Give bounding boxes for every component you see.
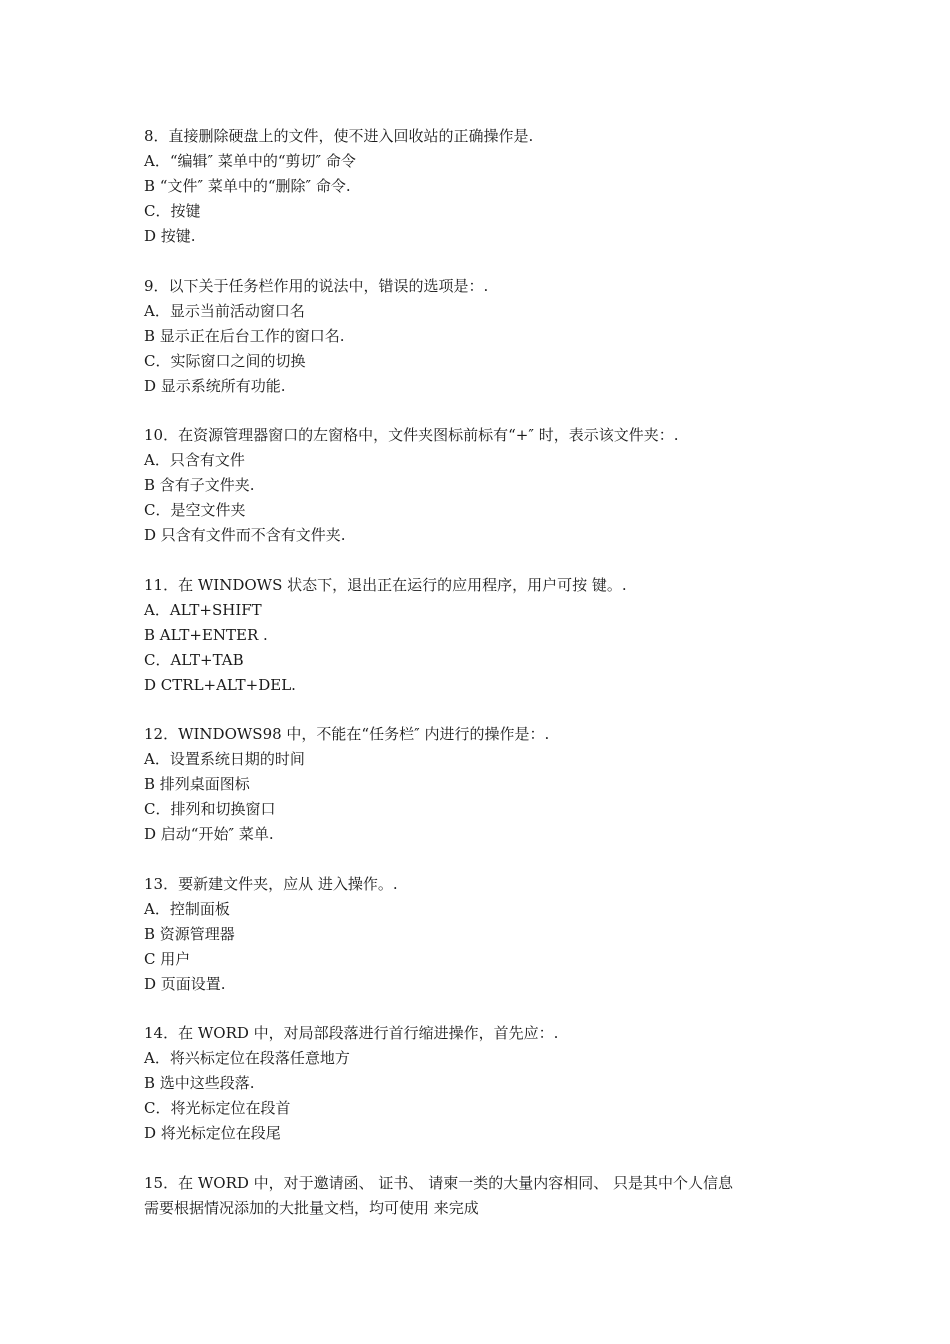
option-c: C．按键 bbox=[144, 202, 201, 220]
option-a: A．显示当前活动窗口名 bbox=[144, 301, 305, 320]
question-list bbox=[144, 124, 824, 1245]
option-b: B 资源管理器 bbox=[144, 924, 235, 943]
option-a: A．设置系统日期的时间 bbox=[144, 750, 305, 768]
question-12 bbox=[144, 722, 824, 847]
question-14 bbox=[144, 1021, 824, 1146]
option-d: D 启动“开始″ 菜单. bbox=[144, 825, 274, 843]
question-10 bbox=[144, 423, 824, 548]
option-c: C．将光标定位在段首 bbox=[144, 1099, 291, 1117]
option-d: D 将光标定位在段尾 bbox=[144, 1124, 281, 1142]
option-c: C．实际窗口之间的切换 bbox=[144, 351, 306, 370]
question-stem: 12．WINDOWS98 中，不能在“任务栏″ 内进行的操作是：. bbox=[144, 725, 550, 743]
question-stem: 13．要新建文件夹，应从 进入操作。. bbox=[144, 874, 398, 893]
option-d: D 显示系统所有功能. bbox=[144, 376, 286, 395]
option-a: A．将兴标定位在段落任意地方 bbox=[144, 1049, 350, 1067]
option-a: A．ALT+SHIFT bbox=[144, 600, 262, 619]
question-stem: 10．在资源管理器窗口的左窗格中，文件夹图标前标有“+″ 时，表示该文件夹：. bbox=[144, 426, 679, 444]
option-c: C 用户 bbox=[144, 949, 191, 968]
question-9 bbox=[144, 274, 824, 399]
option-c: C．排列和切换窗口 bbox=[144, 800, 276, 818]
question-8 bbox=[144, 124, 824, 249]
question-stem-line-1: 15．在 WORD 中，对于邀请函、 证书、 请柬一类的大量内容相同、 只是其中个人信息 bbox=[144, 1173, 733, 1192]
question-11 bbox=[144, 573, 824, 698]
option-c: C．是空文件夹 bbox=[144, 501, 246, 519]
option-a: A．“编辑″ 菜单中的“剪切″ 命令 bbox=[144, 152, 356, 170]
option-b: B 含有子文件夹. bbox=[144, 476, 255, 494]
question-15 bbox=[144, 1171, 824, 1221]
question-stem-line-2: 需要根据情况添加的大批量文档，均可使用 来完成 bbox=[144, 1198, 479, 1217]
question-13 bbox=[144, 872, 824, 997]
option-a: A．控制面板 bbox=[144, 899, 230, 918]
option-d: D 只含有文件而不含有文件夹. bbox=[144, 526, 346, 544]
option-b: B 选中这些段落. bbox=[144, 1074, 255, 1092]
option-d: D 按键. bbox=[144, 227, 196, 245]
question-stem: 9．以下关于任务栏作用的说法中，错误的选项是：. bbox=[144, 276, 489, 295]
option-b: B ALT+ENTER . bbox=[144, 625, 268, 644]
question-stem: 8．直接删除硬盘上的文件，使不进入回收站的正确操作是. bbox=[144, 127, 534, 145]
question-stem: 11．在 WINDOWS 状态下，退出正在运行的应用程序，用户可按 键。. bbox=[144, 575, 627, 594]
option-d: D 页面设置. bbox=[144, 974, 226, 993]
option-b: B 排列桌面图标 bbox=[144, 775, 250, 793]
question-stem: 14．在 WORD 中，对局部段落进行首行缩进操作，首先应：. bbox=[144, 1024, 559, 1042]
option-c: C．ALT+TAB bbox=[144, 650, 244, 669]
option-d: D CTRL+ALT+DEL. bbox=[144, 675, 296, 694]
option-b: B “文件″ 菜单中的“删除″ 命令. bbox=[144, 177, 351, 195]
option-a: A．只含有文件 bbox=[144, 451, 245, 469]
option-b: B 显示正在后台工作的窗口名. bbox=[144, 326, 345, 345]
